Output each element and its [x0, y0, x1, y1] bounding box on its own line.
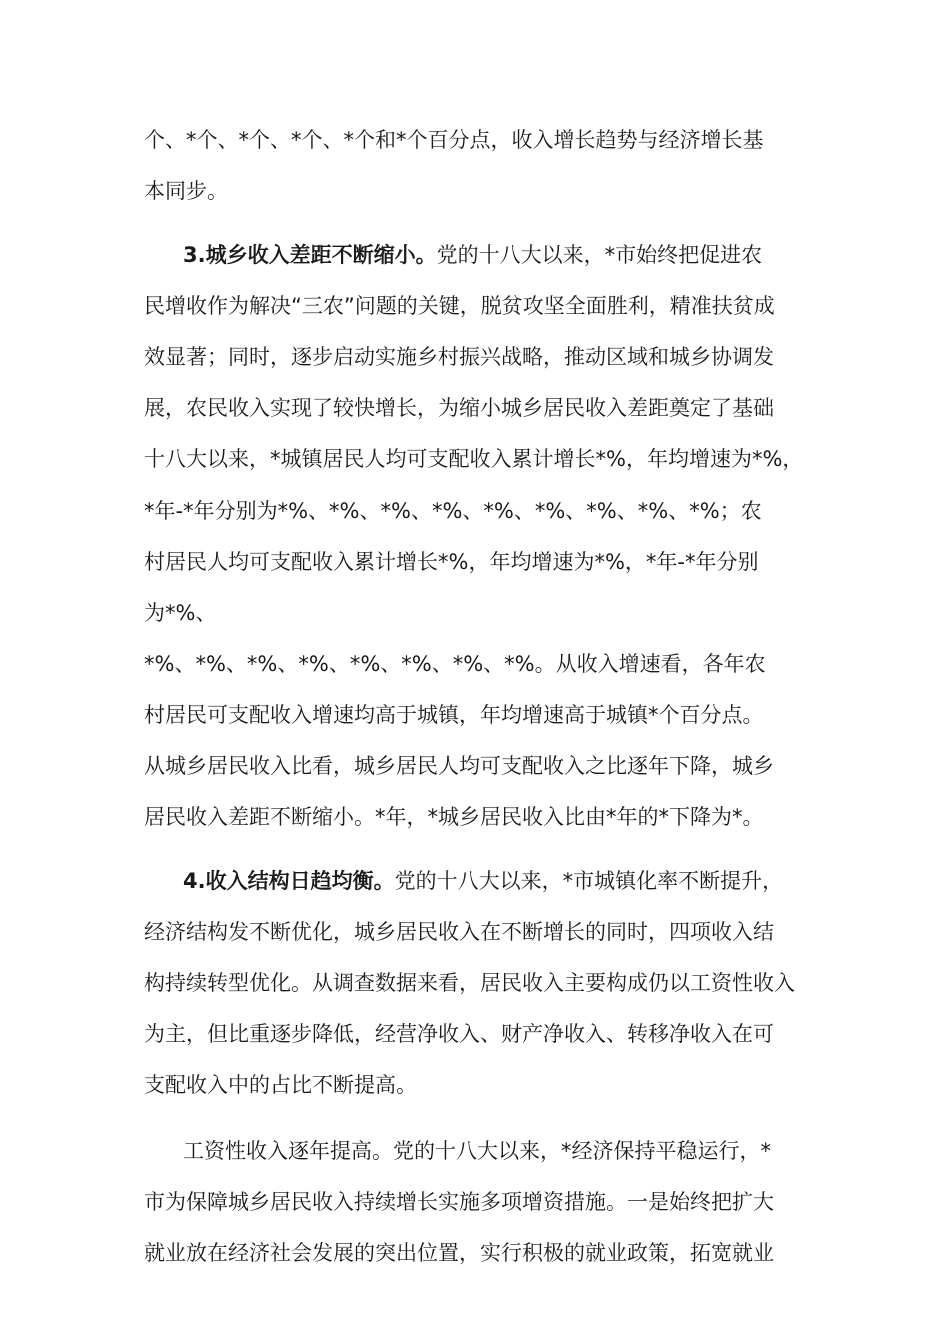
paragraph-line: 居民收入差距不断缩小。*年，*城乡居民收入比由*年的*下降为*。	[144, 805, 764, 829]
section-3-first-line	[183, 240, 762, 270]
paragraph-line: 构持续转型优化。从调查数据来看，居民收入主要构成仍以工资性收入	[144, 971, 795, 995]
paragraph-line: 为主，但比重逐步降低，经营净收入、财产净收入、转移净收入在可	[144, 1022, 774, 1046]
paragraph-line: 效显著；同时，逐步启动实施乡村振兴战略，推动区域和城乡协调发	[144, 345, 774, 369]
paragraph-line: 村居民可支配收入增速均高于城镇，年均增速高于城镇*个百分点。	[144, 703, 764, 727]
paragraph-text: 党的十八大以来，*市始终把促进农	[436, 243, 763, 267]
paragraph-line: 为*%、	[144, 601, 217, 625]
paragraph-line: 经济结构发不断优化，城乡居民收入在不断增长的同时，四项收入结	[144, 920, 774, 944]
paragraph-line: 村居民人均可支配收入累计增长*%，年均增速为*%，*年-*年分别	[144, 550, 759, 574]
paragraph-line: 工资性收入逐年提高。党的十八大以来，*经济保持平稳运行，*	[183, 1139, 771, 1163]
paragraph-line: 民增收作为解决“三农”问题的关键，脱贫攻坚全面胜利，精准扶贫成	[144, 294, 775, 318]
paragraph-text: 党的十八大以来，*市城镇化率不断提升，	[394, 869, 784, 893]
section-4-first-line	[183, 866, 783, 896]
paragraph-line: 展，农民收入实现了较快增长，为缩小城乡居民收入差距奠定了基础	[144, 396, 774, 420]
paragraph-line: 支配收入中的占比不断提高。	[144, 1073, 417, 1097]
paragraph-line: 市为保障城乡居民收入持续增长实施多项增资措施。一是始终把扩大	[144, 1190, 774, 1214]
section-4-heading: 4.收入结构日趋均衡。	[183, 869, 395, 893]
paragraph-line: *年-*年分别为*%、*%、*%、*%、*%、*%、*%、*%、*%；农	[144, 499, 762, 523]
paragraph-line: 本同步。	[144, 179, 228, 203]
paragraph-line: 从城乡居民收入比看，城乡居民人均可支配收入之比逐年下降，城乡	[144, 754, 774, 778]
paragraph-line: 十八大以来，*城镇居民人均可支配收入累计增长*%，年均增速为*%，	[144, 447, 804, 471]
paragraph-line: *%、*%、*%、*%、*%、*%、*%、*%。从收入增速看，各年农	[144, 652, 766, 676]
paragraph-line: 就业放在经济社会发展的突出位置，实行积极的就业政策，拓宽就业	[144, 1241, 774, 1265]
section-3-heading: 3.城乡收入差距不断缩小。	[183, 243, 437, 267]
paragraph-line: 个、*个、*个、*个、*个和*个百分点，收入增长趋势与经济增长基	[144, 128, 764, 152]
